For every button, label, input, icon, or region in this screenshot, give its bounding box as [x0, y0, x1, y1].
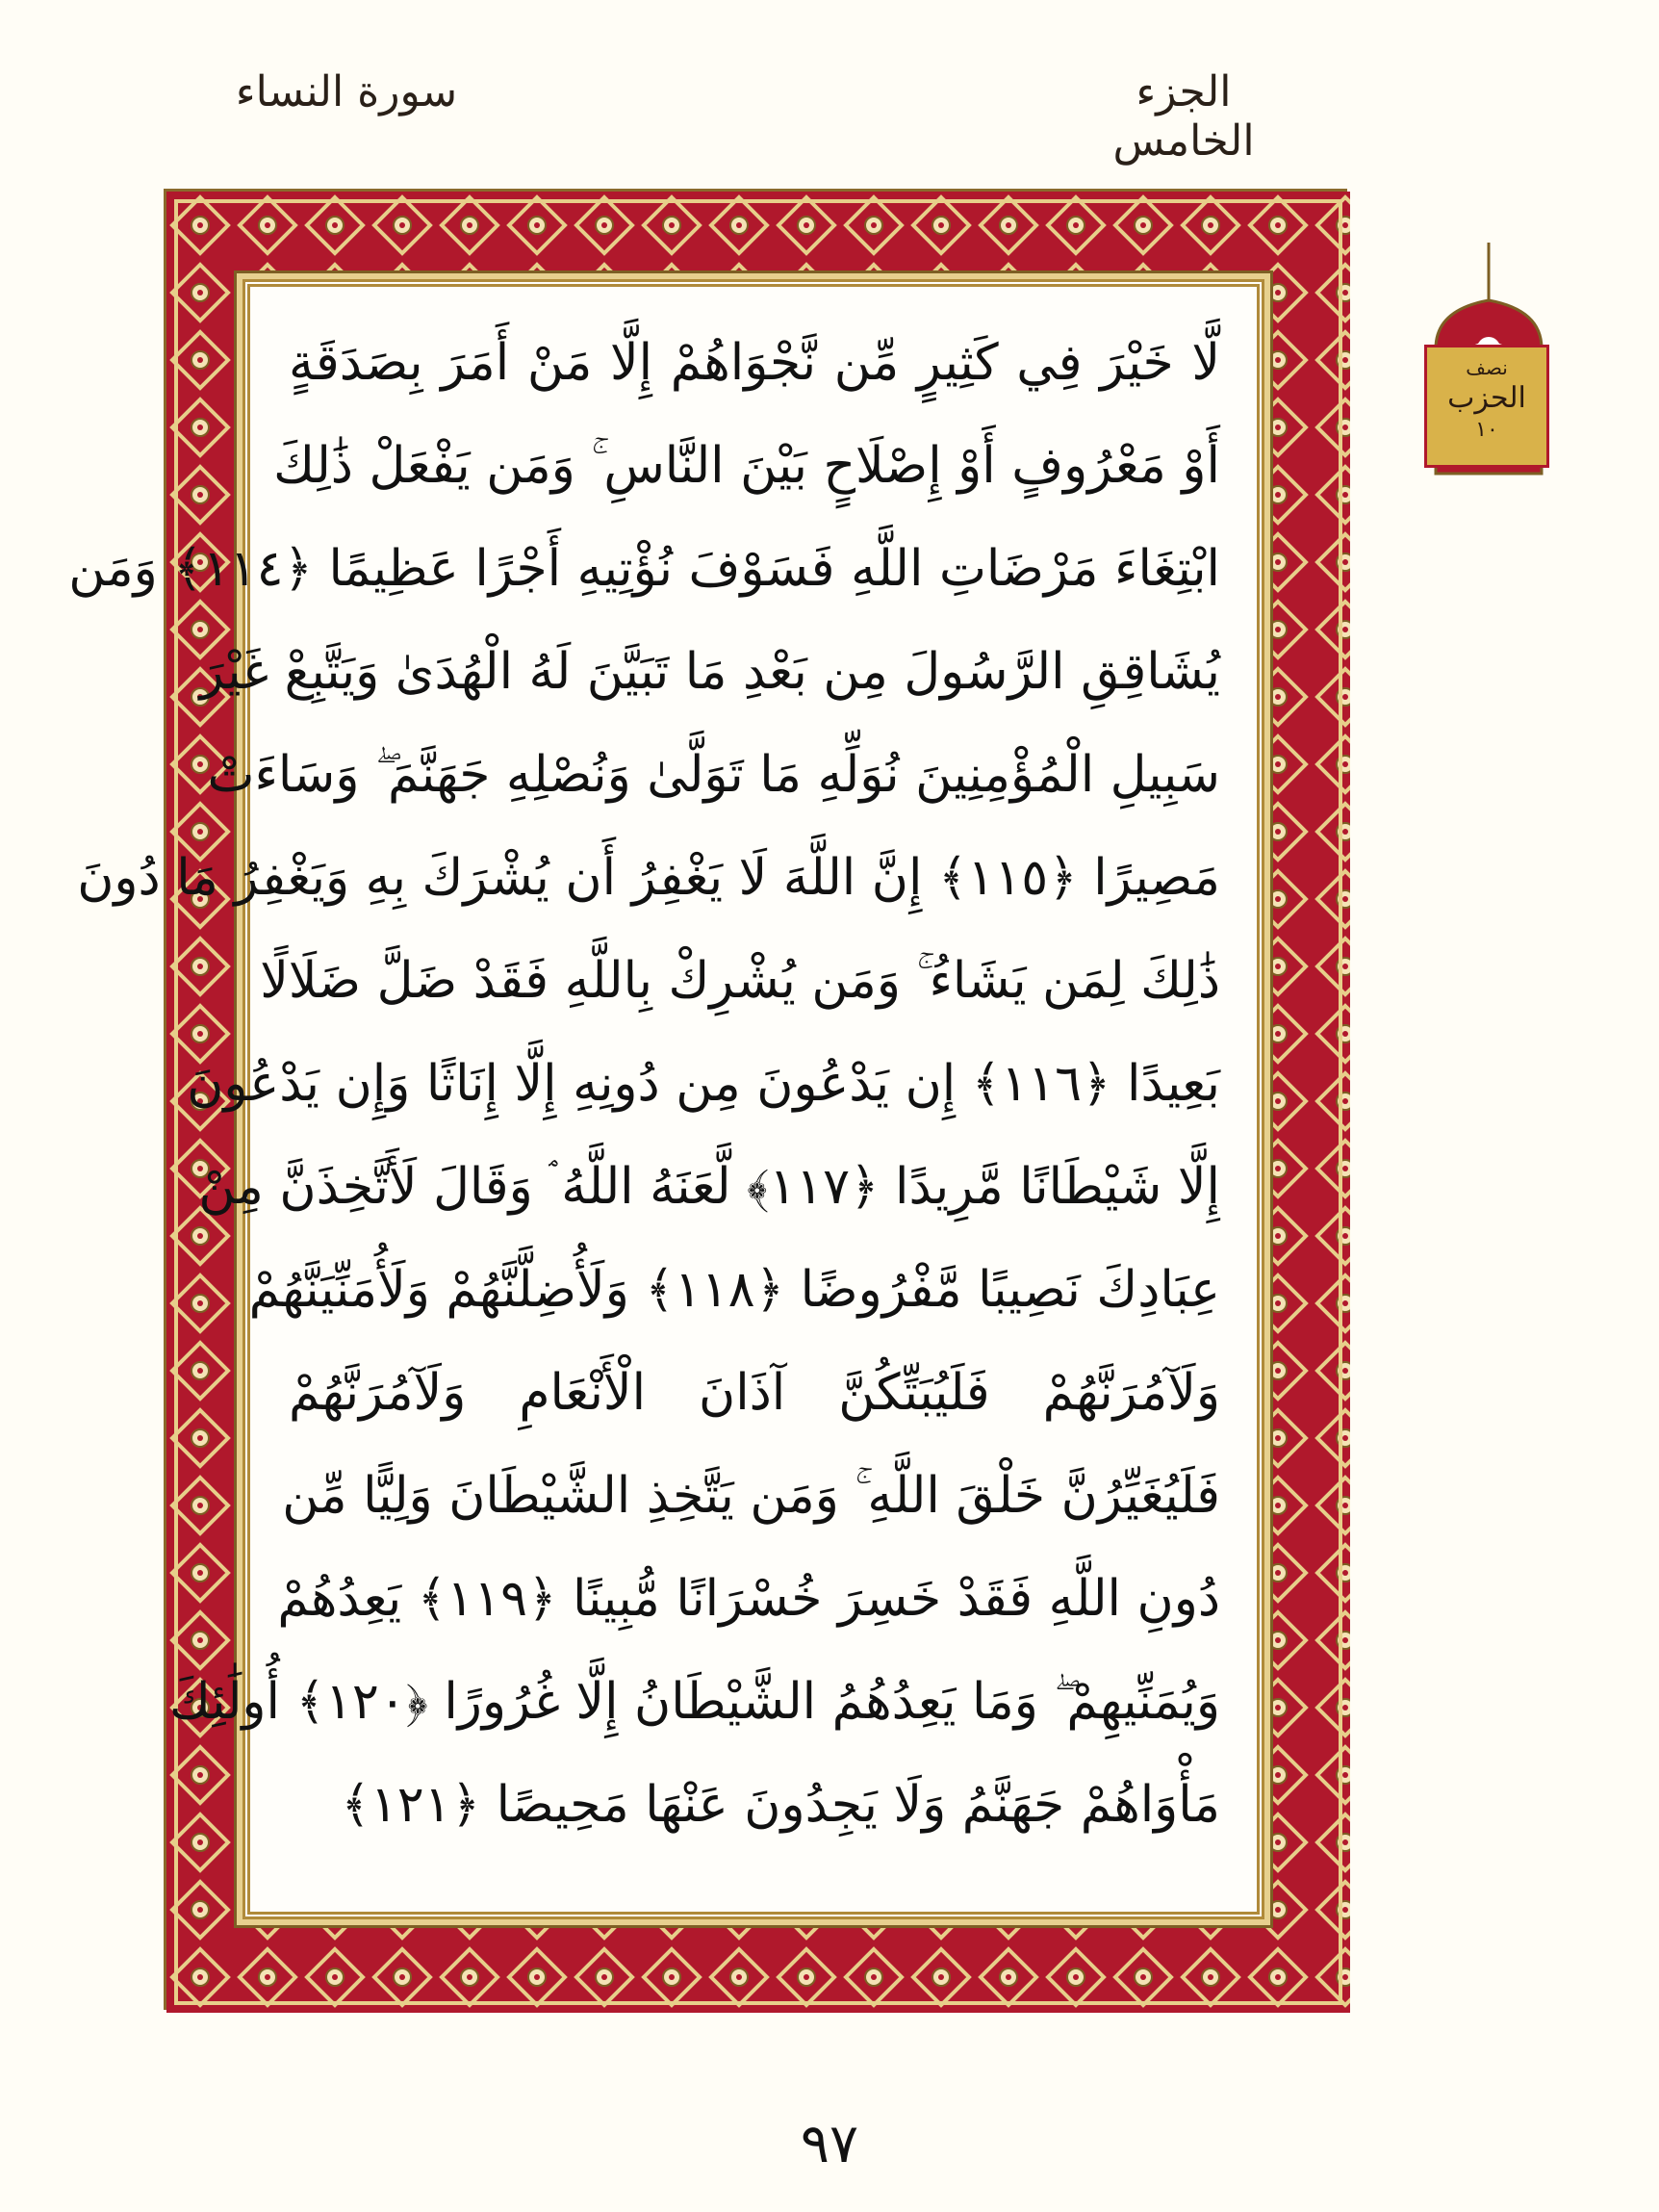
verse-line: وَلَآمُرَنَّهُمْ فَلَيُبَتِّكُنَّ آذَانَ الْأَنْعَامِ وَلَآمُرَنَّهُمْ	[289, 1364, 1220, 1422]
verse-line: إِلَّا شَيْطَانًا مَّرِيدًا ﴿١١٧﴾ لَّعَنَهُ اللَّهُ ۘ وَقَالَ لَأَتَّخِذَنَّ مِنْ	[198, 1158, 1220, 1216]
verse-line: فَلَيُغَيِّرُنَّ خَلْقَ اللَّهِ ۚ وَمَن يَتَّخِذِ الشَّيْطَانَ وَلِيًّا مِّن	[282, 1467, 1220, 1525]
verse-line: لَّا خَيْرَ فِي كَثِيرٍ مِّن نَّجْوَاهُمْ إِلَّا مَنْ أَمَرَ بِصَدَقَةٍ	[289, 334, 1220, 392]
hizb-number: ١٠	[1475, 418, 1498, 442]
verse-line: سَبِيلِ الْمُؤْمِنِينَ نُوَلِّهِ مَا تَوَلَّىٰ وَنُصْلِهِ جَهَنَّمَ ۖ وَسَاءَتْ	[207, 746, 1220, 804]
text-panel	[68, 279, 1264, 1919]
verse-line: عِبَادِكَ نَصِيبًا مَّفْرُوضًا ﴿١١٨﴾ وَلَأُضِلَّنَّهُمْ وَلَأُمَنِّيَنَّهُمْ	[248, 1261, 1220, 1319]
page-number: ٩٧	[800, 2113, 859, 2175]
surah-heading: سورة النساء	[235, 67, 458, 116]
hizb-marker	[1424, 345, 1549, 468]
verse-line: وَيُمَنِّيهِمْ ۖ وَمَا يَعِدُهُمُ الشَّيْطَانُ إِلَّا غُرُورًا ﴿١٢٠﴾ أُولَٰئِكَ	[169, 1673, 1220, 1731]
verse-line: مَأْوَاهُمْ جَهَنَّمُ وَلَا يَجِدُونَ عَنْهَا مَحِيصًا ﴿١٢١﴾	[341, 1776, 1220, 1834]
verse-line: مَصِيرًا ﴿١١٥﴾ إِنَّ اللَّهَ لَا يَغْفِرُ أَن يُشْرَكَ بِهِ وَيَغْفِرُ مَا دُونَ	[77, 849, 1220, 907]
verse-line: بَعِيدًا ﴿١١٦﴾ إِن يَدْعُونَ مِن دُونِهِ إِلَّا إِنَاثًا وَإِن يَدْعُونَ	[187, 1055, 1220, 1113]
verse-line: أَوْ مَعْرُوفٍ أَوْ إِصْلَاحٍ بَيْنَ النَّاسِ ۚ وَمَن يَفْعَلْ ذَٰلِكَ	[273, 437, 1220, 495]
hizb-label: الحزب	[1447, 381, 1526, 415]
verse-line: دُونِ اللَّهِ فَقَدْ خَسِرَ خُسْرَانًا مُّبِينًا ﴿١١٩﴾ يَعِدُهُمْ	[277, 1570, 1220, 1628]
juz-heading: الجزء الخامس	[1112, 67, 1255, 166]
verse-line: يُشَاقِقِ الرَّسُولَ مِن بَعْدِ مَا تَبَيَّنَ لَهُ الْهُدَىٰ وَيَتَّبِعْ غَيْرَ	[199, 643, 1220, 701]
hizb-fraction-label: نصف	[1466, 356, 1508, 379]
verse-line: ذَٰلِكَ لِمَن يَشَاءُ ۚ وَمَن يُشْرِكْ بِاللَّهِ فَقَدْ ضَلَّ ضَلَالًا	[260, 952, 1220, 1010]
verse-line: ابْتِغَاءَ مَرْضَاتِ اللَّهِ فَسَوْفَ نُؤْتِيهِ أَجْرًا عَظِيمًا ﴿١١٤﴾ وَمَن	[68, 540, 1220, 598]
verse-lines	[68, 312, 1220, 1857]
